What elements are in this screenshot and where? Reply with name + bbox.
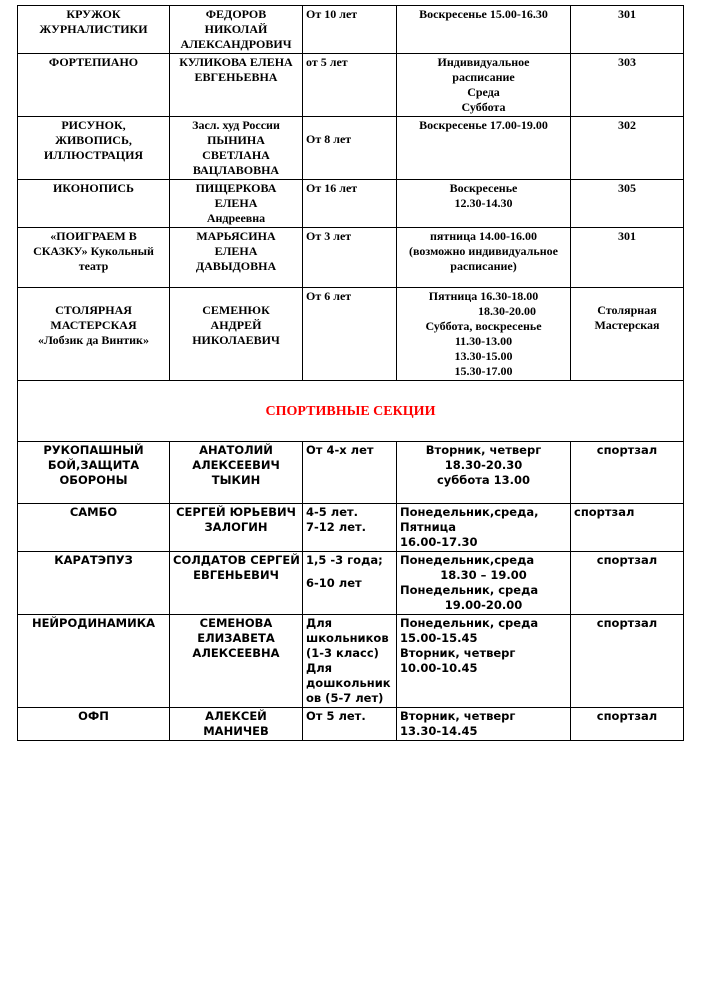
teacher-name-line: АЛЕКСЕЙ (205, 709, 267, 723)
schedule-cell (397, 228, 571, 288)
schedule-cell (397, 6, 571, 54)
age-range-line: 7-12 лет. (306, 520, 367, 534)
room-cell (571, 117, 684, 180)
activity-name-line: РИСУНОК, (61, 118, 126, 132)
schedule-table (17, 5, 684, 741)
age-range-line: 1,5 -3 года; (306, 553, 383, 567)
age-range-line: От 4-х лет (306, 443, 374, 457)
activity-name-cell (18, 6, 170, 54)
room-cell (571, 54, 684, 117)
age-range-cell (303, 6, 397, 54)
schedule-line: 10.00-10.45 (400, 661, 478, 675)
activity-name-line: БОЙ,ЗАЩИТА (47, 458, 140, 472)
activity-name-line: ИКОНОПИСЬ (52, 181, 134, 195)
age-range-line: 4-5 лет. (306, 505, 359, 519)
age-range-cell (303, 615, 397, 708)
schedule-line: 15.00-15.45 (400, 631, 478, 645)
schedule-line: Воскресенье 17.00-19.00 (419, 118, 548, 132)
age-range-line: дошкольник (306, 676, 391, 690)
age-range-line: От 16 лет (306, 181, 358, 195)
age-range-cell (303, 117, 397, 180)
table-row (18, 288, 684, 381)
activity-name-cell (18, 504, 170, 552)
room-cell (571, 180, 684, 228)
schedule-line: пятница 14.00-16.00 (429, 229, 538, 243)
age-range-cell (303, 288, 397, 381)
schedule-line: 15.30-17.00 (454, 364, 513, 378)
schedule-line: 16.00-17.30 (400, 535, 478, 549)
teacher-name-line: АНДРЕЙ (210, 318, 262, 332)
activity-name-cell (18, 54, 170, 117)
schedule-line: Пятница (400, 520, 456, 534)
age-range-cell (303, 552, 397, 615)
teacher-name-line: СВЕТЛАНА (202, 148, 270, 162)
room-line: спортзал (596, 443, 658, 457)
age-range-line: Для (306, 661, 333, 675)
teacher-name-line: ЕЛЕНА (214, 244, 258, 258)
activity-name-cell (18, 708, 170, 741)
teacher-name-line: НИКОЛАЕВИЧ (192, 333, 280, 347)
schedule-line: 13.30-15.00 (454, 349, 513, 363)
activity-name-line: СТОЛЯРНАЯ (55, 303, 132, 317)
age-range-line: От 10 лет (306, 7, 358, 21)
teacher-name-line: АЛЕКСЕЕВИЧ (192, 458, 280, 472)
table-row (18, 6, 684, 54)
teacher-name-line: ПИЩЕРКОВА (195, 181, 277, 195)
room-line: 301 (618, 7, 636, 21)
age-range-line: школьников (306, 631, 389, 645)
teacher-name-line: МАНИЧЕВ (203, 724, 269, 738)
room-line: спортзал (596, 616, 658, 630)
schedule-line: расписание (452, 70, 515, 84)
room-line: спортзал (596, 553, 658, 567)
room-cell (571, 288, 684, 381)
table-row (18, 54, 684, 117)
schedule-line: Вторник, четверг (400, 646, 516, 660)
schedule-line: Понедельник, среда (400, 616, 539, 630)
schedule-cell (397, 615, 571, 708)
age-range-line: 6-10 лет (306, 576, 362, 590)
teacher-name-line: ЕЛИЗАВЕТА (197, 631, 275, 645)
table-row (18, 117, 684, 180)
teacher-name-cell (170, 288, 303, 381)
room-line: 301 (618, 229, 636, 243)
schedule-line: Воскресенье (449, 181, 518, 195)
teacher-name-line: ДАВЫДОВНА (195, 259, 277, 273)
teacher-name-line: ТЫКИН (211, 473, 261, 487)
schedule-cell (397, 288, 571, 381)
activity-name-line: ЖУРНАЛИСТИКИ (39, 22, 148, 36)
teacher-name-cell (170, 180, 303, 228)
teacher-name-cell (170, 615, 303, 708)
room-cell (571, 442, 684, 504)
schedule-line: 18.30-20.30 (444, 458, 523, 472)
age-range-cell (303, 442, 397, 504)
activity-name-cell (18, 615, 170, 708)
activity-name-line: «ПОИГРАЕМ В (50, 229, 137, 243)
activity-name-cell (18, 552, 170, 615)
room-line: 302 (618, 118, 636, 132)
teacher-name-line: СЕМЕНОВА (199, 616, 273, 630)
schedule-line: Воскресенье 15.00-16.30 (419, 7, 548, 21)
teacher-name-line: СЕМЕНЮК (202, 303, 270, 317)
schedule-page (17, 5, 683, 741)
teacher-name-cell (170, 54, 303, 117)
age-range-cell (303, 228, 397, 288)
schedule-table-body (18, 6, 684, 741)
teacher-name-cell (170, 6, 303, 54)
activity-name-line: ОБОРОНЫ (59, 473, 128, 487)
section-title: СПОРТИВНЫЕ СЕКЦИИ (265, 403, 436, 419)
schedule-line: (возможно индивидуальное (409, 244, 558, 258)
activity-name-cell (18, 288, 170, 381)
room-cell (571, 552, 684, 615)
schedule-line: 12.30-14.30 (454, 196, 513, 210)
activity-name-line: КАРАТЭПУЗ (54, 553, 133, 567)
teacher-name-line: ЗАЛОГИН (204, 520, 268, 534)
schedule-line: Индивидуальное (437, 55, 530, 69)
age-range-line: От 5 лет. (306, 709, 366, 723)
table-row (18, 708, 684, 741)
age-range-line: (1-3 класс) (306, 646, 379, 660)
schedule-line: 19.00-20.00 (444, 598, 523, 612)
schedule-line: Суббота (461, 100, 506, 114)
room-cell (571, 708, 684, 741)
room-line: Столярная (597, 303, 657, 317)
age-range-line: От 6 лет (306, 289, 352, 303)
activity-name-line: ОФП (78, 709, 109, 723)
room-line: 303 (618, 55, 636, 69)
age-range-line: От 3 лет (306, 229, 352, 243)
activity-name-line: НЕЙРОДИНАМИКА (31, 616, 156, 630)
activity-name-cell (18, 228, 170, 288)
section-header-row (18, 381, 684, 442)
schedule-cell (397, 504, 571, 552)
schedule-cell (397, 442, 571, 504)
teacher-name-line: ПЫНИНА (207, 133, 265, 147)
activity-name-cell (18, 117, 170, 180)
table-row (18, 228, 684, 288)
activity-name-line: МАСТЕРСКАЯ (50, 318, 137, 332)
table-row (18, 180, 684, 228)
room-cell (571, 6, 684, 54)
teacher-name-line: ФЕДОРОВ (205, 7, 267, 21)
teacher-name-cell (170, 442, 303, 504)
age-range-cell (303, 54, 397, 117)
teacher-name-line: СЕРГЕЙ ЮРЬЕВИЧ (176, 505, 296, 519)
age-range-line: Для (306, 616, 333, 630)
room-cell (571, 504, 684, 552)
schedule-line: Понедельник, среда (400, 583, 539, 597)
teacher-name-line: ЕВГЕНЬЕВНА (194, 70, 278, 84)
schedule-line: Понедельник,среда, (400, 505, 539, 519)
schedule-line: суббота 13.00 (436, 473, 531, 487)
teacher-name-line: Засл. худ России (192, 118, 280, 132)
schedule-line: 18.30 – 19.00 (440, 568, 527, 582)
activity-name-line: КРУЖОК (66, 7, 121, 21)
teacher-name-line: АЛЕКСАНДРОВИЧ (180, 37, 292, 51)
section-header-cell (18, 381, 684, 442)
activity-name-cell (18, 180, 170, 228)
activity-name-line: СКАЗКУ» Кукольный (33, 244, 154, 258)
age-range-cell (303, 180, 397, 228)
teacher-name-cell (170, 552, 303, 615)
schedule-line: Понедельник,среда (400, 553, 535, 567)
room-line: спортзал (574, 505, 635, 519)
teacher-name-line: СОЛДАТОВ СЕРГЕЙ (173, 553, 300, 567)
schedule-line: 11.30-13.00 (454, 334, 513, 348)
activity-name-line: ИЛЛЮСТРАЦИЯ (43, 148, 144, 162)
teacher-name-cell (170, 117, 303, 180)
table-row (18, 504, 684, 552)
schedule-line: Среда (467, 85, 500, 99)
teacher-name-line: АНАТОЛИЙ (199, 443, 273, 457)
schedule-cell (397, 552, 571, 615)
activity-name-line: РУКОПАШНЫЙ (43, 443, 144, 457)
activity-name-cell (18, 442, 170, 504)
age-range-line: от 5 лет (306, 55, 348, 69)
schedule-cell (397, 708, 571, 741)
room-line: спортзал (596, 709, 658, 723)
activity-name-line: ЖИВОПИСЬ, (55, 133, 132, 147)
schedule-line: расписание) (450, 259, 517, 273)
room-cell (571, 615, 684, 708)
age-range-line: ов (5-7 лет) (306, 691, 384, 705)
teacher-name-line: ВАЦЛАВОВНА (192, 163, 280, 177)
room-line: 305 (618, 181, 636, 195)
schedule-cell (397, 54, 571, 117)
activity-name-line: САМБО (69, 505, 118, 519)
age-range-cell (303, 708, 397, 741)
room-line: Мастерская (594, 318, 660, 332)
table-row (18, 442, 684, 504)
schedule-line: Вторник, четверг (425, 443, 542, 457)
activity-name-line: «Лобзик да Винтик» (38, 333, 149, 347)
schedule-line: Вторник, четверг (400, 709, 516, 723)
line-gap (306, 568, 393, 576)
table-row (18, 615, 684, 708)
teacher-name-cell (170, 708, 303, 741)
schedule-line: Пятница 16.30-18.00 (428, 289, 539, 303)
activity-name-line: ФОРТЕПИАНО (48, 55, 139, 69)
teacher-name-cell (170, 228, 303, 288)
teacher-name-line: МАРЬЯСИНА (196, 229, 276, 243)
schedule-line: Суббота, воскресенье (425, 319, 542, 333)
room-cell (571, 228, 684, 288)
teacher-name-line: ЕВГЕНЬЕВИЧ (193, 568, 279, 582)
teacher-name-line: КУЛИКОВА ЕЛЕНА (179, 55, 293, 69)
schedule-cell (397, 180, 571, 228)
activity-name-line: театр (78, 259, 109, 273)
schedule-cell (397, 117, 571, 180)
teacher-name-line: НИКОЛАЙ (204, 22, 268, 36)
teacher-name-line: Андреевна (206, 211, 266, 225)
teacher-name-cell (170, 504, 303, 552)
schedule-line: 18.30-20.00 (478, 304, 536, 318)
teacher-name-line: АЛЕКСЕЕВНА (192, 646, 280, 660)
age-range-cell (303, 504, 397, 552)
table-row (18, 552, 684, 615)
schedule-line: 13.30-14.45 (400, 724, 478, 738)
age-range-line: От 8 лет (306, 132, 352, 146)
teacher-name-line: ЕЛЕНА (214, 196, 258, 210)
